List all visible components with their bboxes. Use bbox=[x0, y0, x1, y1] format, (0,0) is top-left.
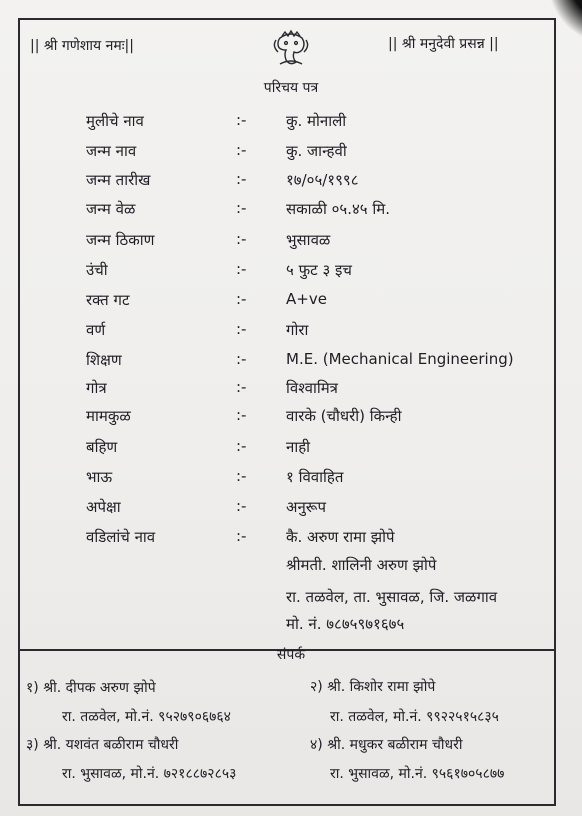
field-separator: :- bbox=[236, 170, 247, 188]
contact-2-detail: रा. तळवेल, मो.नं. ९९२२५१५८३५ bbox=[330, 709, 499, 725]
field-separator: :- bbox=[236, 320, 247, 338]
field-separator: :- bbox=[236, 111, 247, 129]
field-separator: :- bbox=[236, 527, 247, 545]
field-label: मुलीचे नाव bbox=[86, 112, 144, 130]
field-label: उंची bbox=[86, 261, 108, 279]
field-label: गोत्र bbox=[86, 379, 107, 397]
field-row bbox=[0, 350, 582, 374]
contact-4-detail: रा. भुसावळ, मो.नं. ९५६१७०५८७७ bbox=[330, 766, 505, 782]
contact-4-name: ४) श्री. मधुकर बळीराम चौधरी bbox=[310, 737, 463, 753]
field-row bbox=[0, 467, 582, 491]
field-value: A+ve bbox=[286, 290, 327, 308]
field-value: अनुरूप bbox=[286, 498, 326, 516]
field-row bbox=[0, 320, 582, 344]
field-label: जन्म नाव bbox=[86, 142, 137, 160]
field-value: नाही bbox=[286, 438, 311, 456]
header-left-invocation: || श्री गणेशाय नमः|| bbox=[30, 38, 134, 54]
field-value: कै. अरुण रामा झोपे bbox=[286, 528, 395, 546]
field-value: M.E. (Mechanical Engineering) bbox=[286, 350, 514, 368]
field-value: विश्वामित्र bbox=[286, 379, 338, 397]
mother-name: श्रीमती. शालिनी अरुण झोपे bbox=[286, 556, 437, 574]
field-label: रक्त गट bbox=[86, 291, 130, 309]
field-label: जन्म ठिकाण bbox=[86, 231, 155, 249]
field-value: भुसावळ bbox=[286, 231, 331, 249]
field-row bbox=[0, 111, 582, 135]
field-row bbox=[0, 378, 582, 402]
field-value: १७/०५/१९९८ bbox=[286, 171, 359, 189]
contact-3-name: ३) श्री. यशवंत बळीराम चौधरी bbox=[26, 737, 179, 753]
field-value: सकाळी ०५.४५ मि. bbox=[286, 200, 390, 218]
contact-1-name: १) श्री. दीपक अरुण झोपे bbox=[26, 680, 156, 696]
contact-heading: संपर्क bbox=[276, 647, 306, 663]
field-row bbox=[0, 170, 582, 194]
field-label: वर्ण bbox=[86, 321, 106, 339]
contact-2-name: २) श्री. किशोर रामा झोपे bbox=[310, 679, 436, 695]
field-value: कु. मोनाली bbox=[286, 112, 347, 130]
ganesha-icon bbox=[270, 28, 312, 70]
field-separator: :- bbox=[236, 199, 247, 217]
field-value: ५ फुट ३ इच bbox=[286, 261, 352, 279]
field-separator: :- bbox=[236, 260, 247, 278]
field-separator: :- bbox=[236, 437, 247, 455]
field-row bbox=[0, 497, 582, 521]
field-row bbox=[0, 230, 582, 254]
field-separator: :- bbox=[236, 350, 247, 368]
address: रा. तळवेल, ता. भुसावळ, जि. जळगाव bbox=[286, 588, 498, 606]
field-row bbox=[0, 406, 582, 430]
field-label: जन्म वेळ bbox=[86, 200, 136, 218]
field-label: अपेक्षा bbox=[86, 498, 121, 516]
field-row bbox=[0, 141, 582, 165]
field-label: भाऊ bbox=[86, 468, 113, 486]
contact-1-detail: रा. तळवेल, मो.नं. ९५२७९०६७६४ bbox=[62, 709, 231, 725]
field-row bbox=[0, 437, 582, 461]
field-row bbox=[0, 527, 582, 551]
field-separator: :- bbox=[236, 141, 247, 159]
contact-3-detail: रा. भुसावळ, मो.नं. ७२१८८७२८५३ bbox=[62, 766, 237, 782]
field-value: १ विवाहित bbox=[286, 468, 344, 486]
field-row bbox=[0, 199, 582, 223]
field-value: कु. जान्हवी bbox=[286, 142, 347, 160]
field-row bbox=[0, 260, 582, 284]
field-label: जन्म तारीख bbox=[86, 171, 151, 189]
mobile-number: मो. नं. ७८७५९७१६७५ bbox=[286, 615, 405, 633]
field-label: बहिण bbox=[86, 438, 118, 456]
field-separator: :- bbox=[236, 378, 247, 396]
document-title: परिचय पत्र bbox=[263, 80, 319, 96]
field-separator: :- bbox=[236, 406, 247, 424]
field-label: वडिलांचे नाव bbox=[86, 528, 156, 546]
field-label: शिक्षण bbox=[86, 351, 122, 369]
field-value: वारके (चौधरी) किन्ही bbox=[286, 407, 402, 425]
field-value: गोरा bbox=[286, 321, 309, 339]
field-row bbox=[0, 290, 582, 314]
field-separator: :- bbox=[236, 230, 247, 248]
field-label: मामकुळ bbox=[86, 407, 131, 425]
field-separator: :- bbox=[236, 467, 247, 485]
field-separator: :- bbox=[236, 290, 247, 308]
header-right-invocation: || श्री मनुदेवी प्रसन्न || bbox=[388, 36, 499, 52]
field-separator: :- bbox=[236, 497, 247, 515]
